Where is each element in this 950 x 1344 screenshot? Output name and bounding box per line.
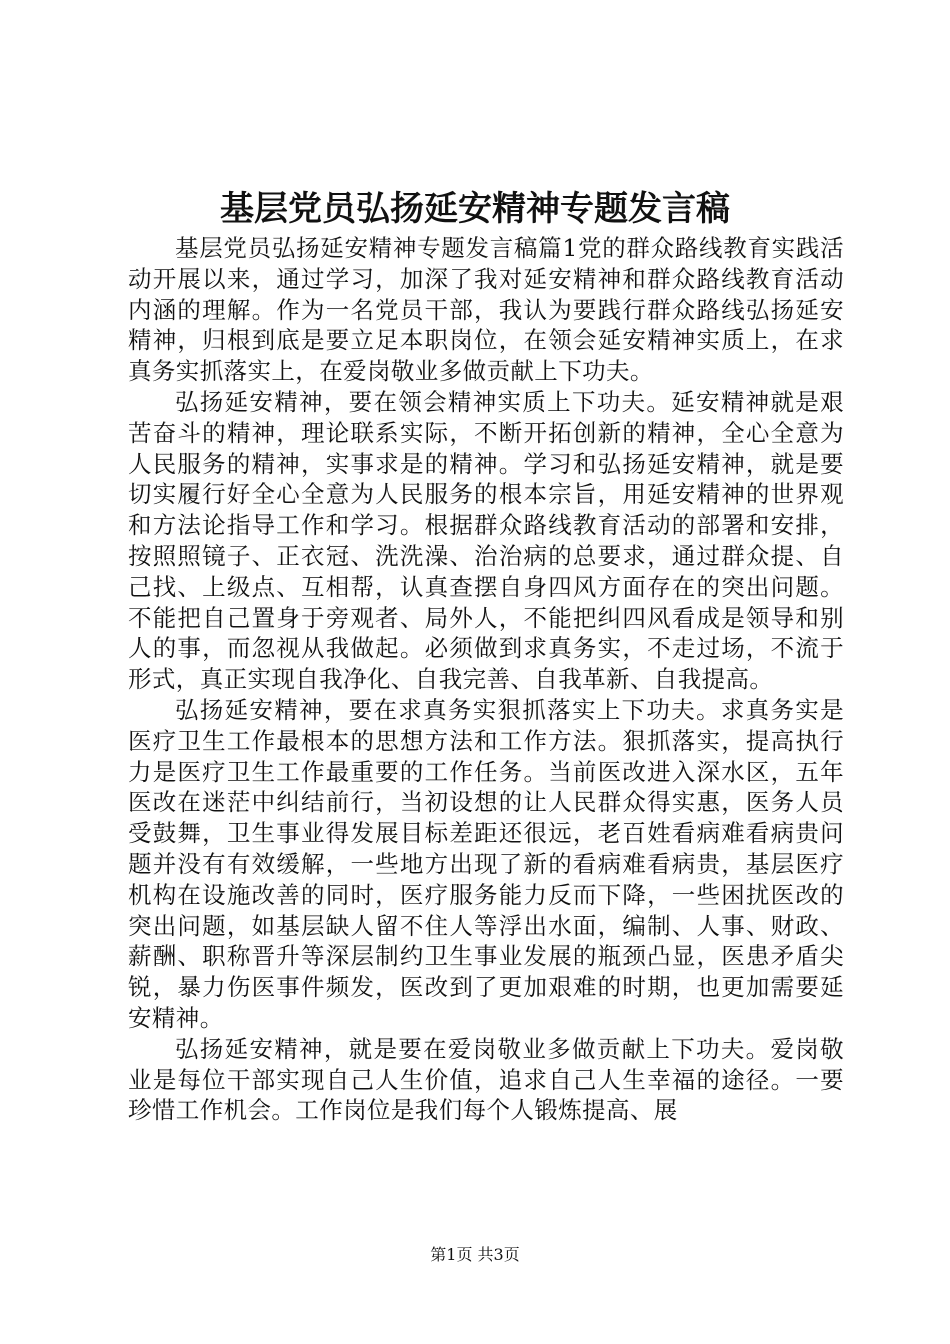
paragraph-2: 弘扬延安精神，要在领会精神实质上下功夫。延安精神就是艰苦奋斗的精神，理论联系实际，不断开拓创新的精神，全心全意为人民服务的精神，实事求是的精神。学习和弘扬延安精神，就是要切实履行好全心全意为人民服务的根本宗旨，用延安精神的世界观和方法论指导工作和学习。根据群众路线教育活动的部署和安排，按照照镜子、正衣冠、洗洗澡、治治病的总要求，通过群众提、自己找、上级点、互相帮，认真查摆自身四风方面存在的突出问题。不能把自己置身于旁观者、局外人，不能把纠四风看成是领导和别人的事，而忽视从我做起。必须做到求真务实，不走过场，不流于形式，真正实现自我净化、自我完善、自我革新、自我提高。 xyxy=(128,387,844,694)
paragraph-1: 基层党员弘扬延安精神专题发言稿篇1党的群众路线教育实践活动开展以来，通过学习，加深了我对延安精神和群众路线教育活动内涵的理解。作为一名党员干部，我认为要践行群众路线弘扬延安精神，归根到底是要立足本职岗位，在领会延安精神实质上，在求真务实抓落实上，在爱岗敬业多做贡献上下功夫。 xyxy=(128,234,844,386)
page-number-footer: 第1页 共3页 xyxy=(430,1245,520,1264)
document-body xyxy=(128,233,844,1126)
paragraph-4: 弘扬延安精神，就是要在爱岗敬业多做贡献上下功夫。爱岗敬业是每位干部实现自己人生价值，追求自己人生幸福的途径。一要珍惜工作机会。工作岗位是我们每个人锻炼提高、展 xyxy=(128,1034,844,1125)
document-title: 基层党员弘扬延安精神专题发言稿 xyxy=(220,189,730,229)
paragraph-3: 弘扬延安精神，要在求真务实狠抓落实上下功夫。求真务实是医疗卫生工作最根本的思想方法和工作方法。狠抓落实，提高执行力是医疗卫生工作最重要的工作任务。当前医改进入深水区，五年医改在迷茫中纠结前行，当初设想的让人民群众得实惠，医务人员受鼓舞，卫生事业得发展目标差距还很远，老百姓看病难看病贵问题并没有有效缓解，一些地方出现了新的看病难看病贵，基层医疗机构在设施改善的同时，医疗服务能力反而下降，一些困扰医改的突出问题，如基层缺人留不住人等浮出水面，编制、人事、财政、薪酬、职称晋升等深层制约卫生事业发展的瓶颈凸显，医患矛盾尖锐，暴力伤医事件频发，医改到了更加艰难的时期，也更加需要延安精神。 xyxy=(128,695,844,1032)
